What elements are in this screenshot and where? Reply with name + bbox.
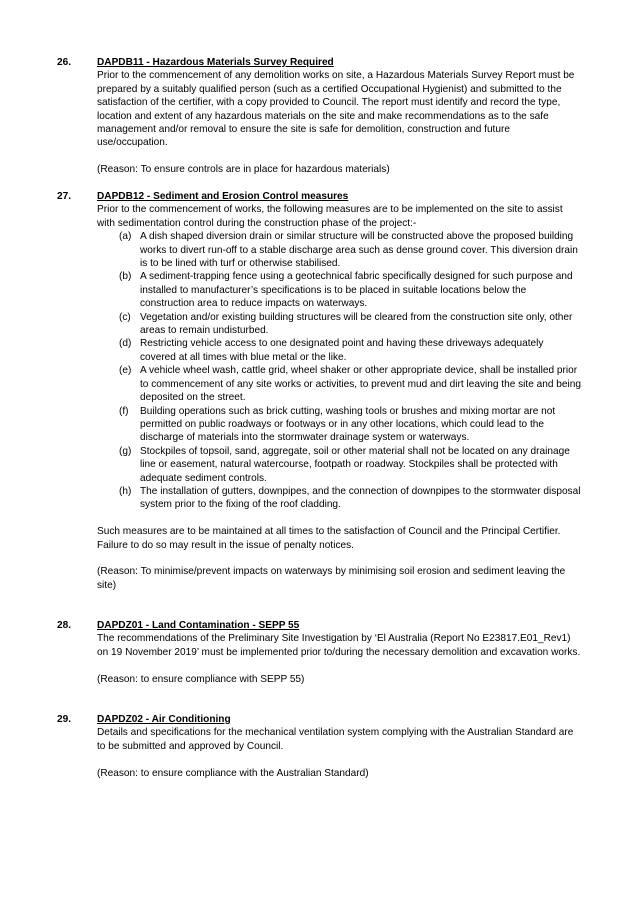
condition-reason: (Reason: to ensure compliance with the Australian Standard)	[97, 767, 369, 779]
list-item-label: (f)	[119, 405, 129, 417]
list-item	[97, 364, 582, 404]
list-item-text: Restricting vehicle access to one designated point and having these driveways adequately covered at all times with blue metal or the like.	[140, 338, 544, 363]
list-item	[97, 405, 582, 445]
list-item-text: A vehicle wheel wash, cattle grid, wheel shaker or other appropriate device, shall be installed prior to commencement of any site works or activities, to prevent mud and dirt leaving the site and being deposited on the street.	[140, 365, 581, 404]
list-item	[97, 485, 582, 512]
list-item-label: (g)	[119, 445, 132, 457]
condition-closing: Such measures are to be maintained at all times to the satisfaction of Council and the Principal Certifier. Failure to do so may result in the issue of penalty notices.	[97, 526, 561, 551]
list-item-label: (d)	[119, 338, 132, 350]
list-item	[97, 270, 582, 310]
list-item-label: (a)	[119, 231, 132, 243]
list-item-text: Vegetation and/or existing building structures will be cleared from the construction site only, other areas to remain undisturbed.	[140, 311, 573, 337]
condition-body	[97, 619, 582, 686]
condition-number: 26.	[57, 57, 72, 68]
condition-number: 28.	[57, 620, 72, 631]
condition-number: 29.	[57, 714, 72, 725]
condition-reason: (Reason: To minimise/prevent impacts on waterways by minimising soil erosion and sediment leaving the site)	[97, 566, 566, 591]
measures-list	[97, 230, 582, 512]
list-item-label: (c)	[119, 311, 131, 323]
list-item	[97, 445, 582, 485]
condition-body	[97, 56, 582, 177]
list-item-text: A dish shaped diversion drain or similar structure will be constructed above the proposed building works to divert run-off to a stable discharge area such as dense ground cover. This diversion drain is to be lined with turf or otherwise stabilised.	[140, 231, 578, 270]
condition-title: DAPDZ01 - Land Contamination - SEPP 55	[97, 620, 300, 631]
list-item-text: Stockpiles of topsoil, sand, aggregate, soil or other material shall not be located on any drainage line or easement, natural watercourse, footpath or roadway. Stockpiles shall be protected with adequate sediment controls.	[140, 445, 570, 484]
list-item-text: The installation of gutters, downpipes, and the connection of downpipes to the stormwater disposal system prior to the fixing of the roof cladding.	[140, 485, 581, 511]
condition-title: DAPDB11 - Hazardous Materials Survey Required	[97, 57, 334, 68]
condition-paragraph: Details and specifications for the mechanical ventilation system complying with the Australian Standard are to be submitted and approved by Council.	[97, 727, 574, 752]
condition-paragraph: The recommendations of the Preliminary Site Investigation by ‘El Australia (Report No E23817.E01_Rev1) on 19 November 2019’ must be implemented prior to/during the necessary demolition and excavation works.	[97, 633, 581, 658]
condition-reason: (Reason: to ensure compliance with SEPP 55)	[97, 673, 305, 685]
list-item-label: (e)	[119, 365, 132, 377]
condition-number: 27.	[57, 191, 72, 202]
condition-title: DAPDZ02 - Air Conditioning	[97, 714, 231, 725]
list-item-label: (b)	[119, 271, 132, 283]
list-item-text: A sediment-trapping fence using a geotechnical fabric specifically designed for such purpose and installed to manufacturer’s specifications is to be placed in suitable locations below the construction area to reduce impacts on waterways.	[140, 271, 573, 310]
list-item	[97, 311, 582, 338]
list-item-label: (h)	[119, 485, 132, 497]
condition-body	[97, 713, 582, 780]
list-item	[97, 230, 582, 270]
condition-title: DAPDB12 - Sediment and Erosion Control measures	[97, 191, 349, 202]
condition-body	[97, 190, 582, 592]
list-item-text: Building operations such as brick cutting, washing tools or brushes and mixing mortar are not permitted on public roadways or footways or in any other locations, which could lead to the discharge of materials into the stormwater drainage system or waterways.	[140, 405, 556, 444]
condition-reason: (Reason: To ensure controls are in place for hazardous materials)	[97, 164, 390, 176]
condition-paragraph: Prior to the commencement of any demolition works on site, a Hazardous Materials Survey Report must be prepared by a suitably qualified person (such as a certified Occupational Hygienist) and submitted to the satisfaction of the certifier, with a copy provided to Council. The report must identify and record the type, location and extent of any hazardous materials on the site and make recommendations as to the safe management and/or removal to ensure the site is safe for demolition, construction and future use/occupation.	[97, 70, 575, 149]
list-item	[97, 337, 582, 364]
condition-intro: Prior to the commencement of works, the following measures are to be implemented on the site to assist with sedimentation control during the construction phase of the project:-	[97, 204, 563, 229]
